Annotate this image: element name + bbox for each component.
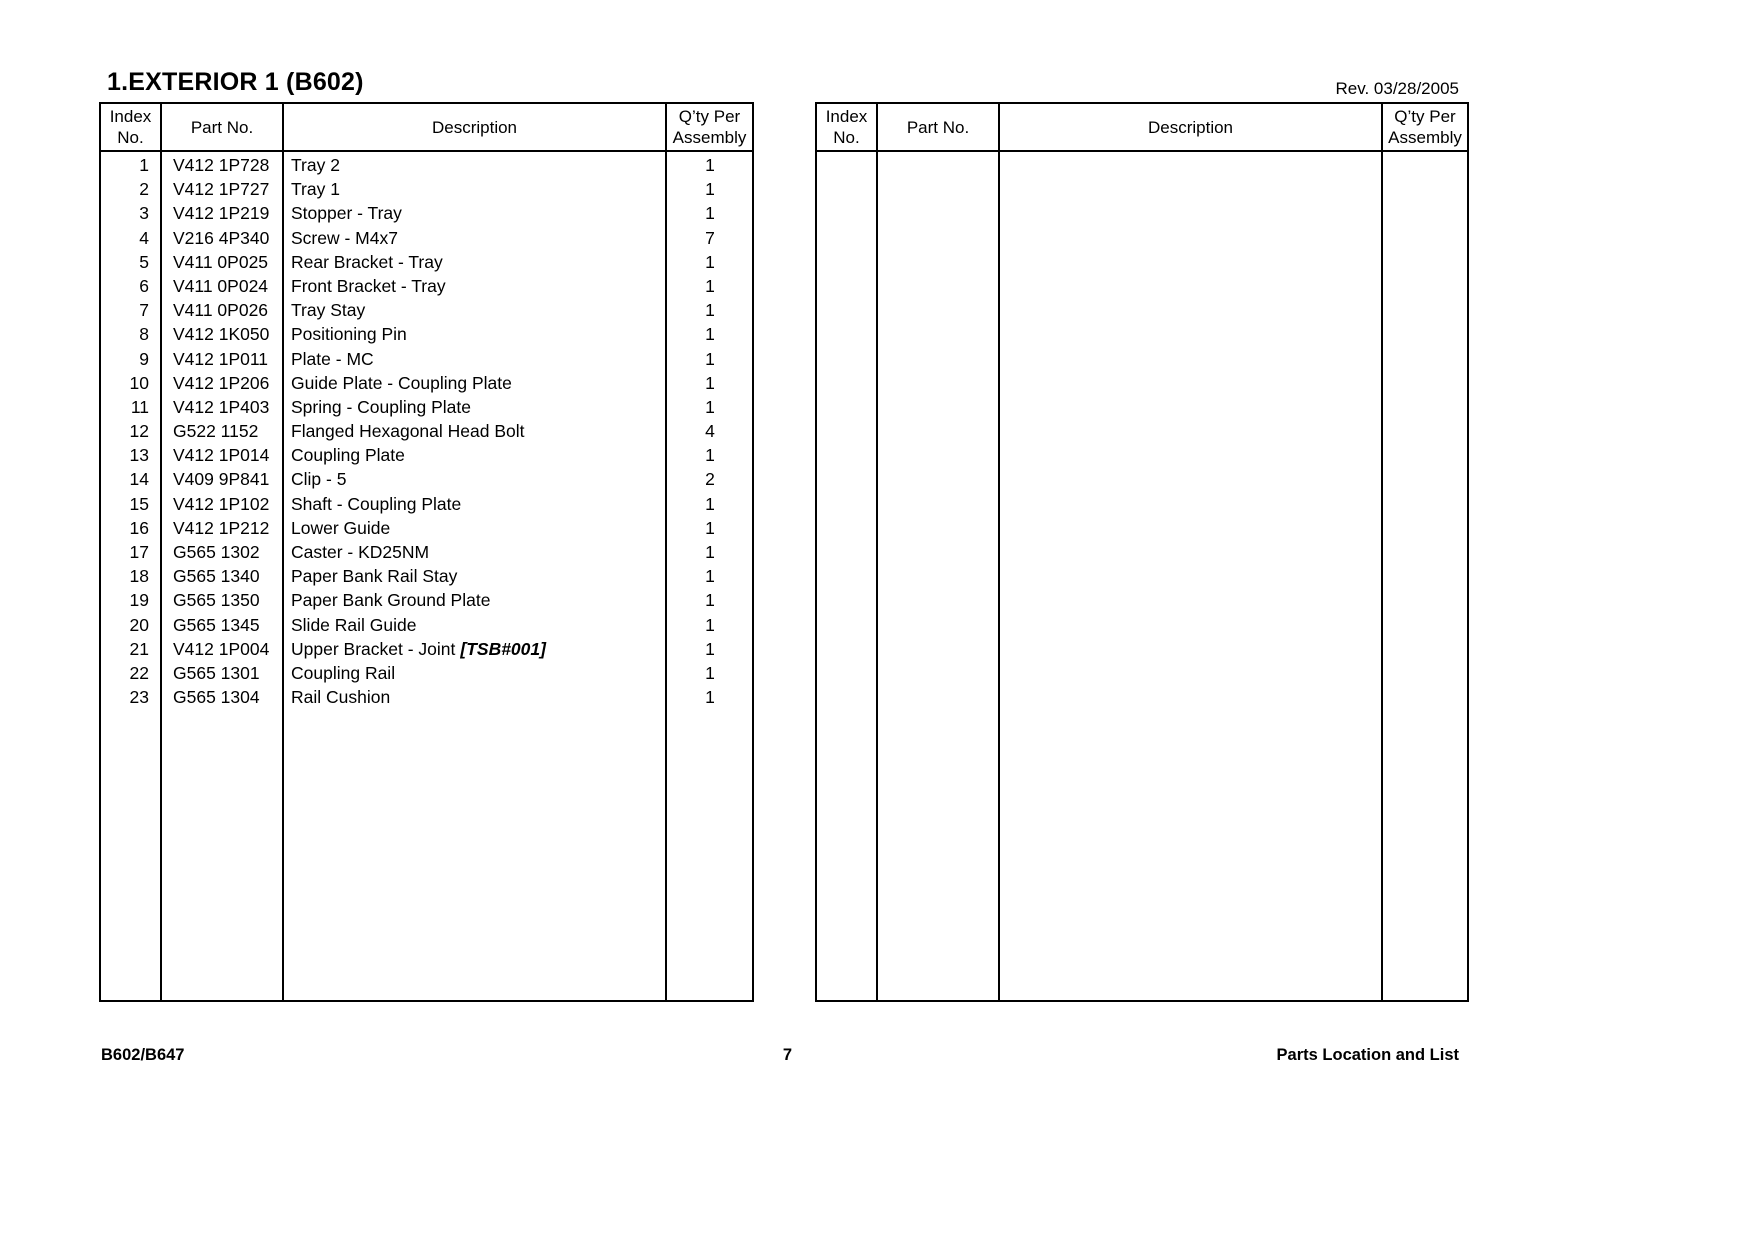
- footer-section: Parts Location and List: [1276, 1046, 1459, 1064]
- description-text: Tray 1: [291, 179, 340, 200]
- description-cell: [291, 397, 471, 418]
- description-text: Upper Bracket - Joint: [291, 638, 456, 659]
- table-row: [101, 250, 752, 274]
- description-text: Stopper - Tray: [291, 203, 402, 224]
- table-row: [101, 322, 752, 346]
- qty-cell: 1: [705, 638, 715, 659]
- index-cell: 7: [139, 300, 149, 321]
- qty-cell: 1: [705, 155, 715, 175]
- table-row: [101, 588, 752, 612]
- qty-cell: 1: [705, 566, 715, 587]
- index-cell: 6: [139, 275, 149, 296]
- index-cell: 10: [129, 372, 149, 393]
- parts-table-left: [99, 102, 754, 1002]
- page-title: 1.EXTERIOR 1 (B602): [107, 68, 364, 96]
- description-text: Plate - MC: [291, 348, 374, 369]
- column-header-part-no: Part No.: [906, 117, 970, 137]
- description-cell: [291, 445, 405, 466]
- qty-cell: 1: [705, 493, 715, 514]
- description-text: Coupling Rail: [291, 662, 396, 683]
- table-row: [101, 298, 752, 322]
- index-cell: 19: [129, 590, 149, 611]
- qty-cell: 1: [705, 542, 715, 562]
- column-header-index: Index No.: [109, 107, 152, 147]
- description-text: Spring - Coupling Plate: [291, 396, 471, 417]
- description-cell: [291, 300, 365, 321]
- index-cell: 3: [139, 203, 149, 224]
- description-cell: [291, 228, 398, 249]
- table-row: [101, 685, 752, 709]
- qty-cell: 1: [705, 300, 715, 321]
- qty-cell: 1: [705, 590, 715, 611]
- part-number-cell: V412 1P219: [173, 203, 270, 224]
- table-row: [101, 492, 752, 516]
- description-cell: [291, 542, 429, 563]
- table-body: [101, 153, 752, 709]
- qty-cell: 4: [705, 421, 715, 442]
- description-cell: [291, 615, 416, 636]
- index-cell: 12: [129, 421, 149, 442]
- description-cell: [291, 687, 390, 708]
- part-number-cell: G565 1345: [173, 614, 260, 635]
- column-header-description: Description: [1147, 117, 1234, 137]
- qty-cell: 1: [705, 396, 715, 417]
- table-row: [101, 226, 752, 250]
- description-cell: [291, 566, 457, 587]
- revision-date: Rev. 03/28/2005: [1335, 79, 1459, 98]
- index-cell: 21: [129, 638, 149, 659]
- description-cell: [291, 276, 446, 297]
- part-number-cell: G565 1304: [173, 687, 260, 708]
- column-divider: [1381, 104, 1383, 1000]
- description-text: Rail Cushion: [291, 687, 391, 708]
- description-text: Paper Bank Rail Stay: [291, 566, 458, 587]
- table-row: [101, 419, 752, 443]
- column-header-qty: Q’ty Per Assembly: [1388, 107, 1462, 147]
- part-number-cell: V412 1P728: [173, 155, 270, 175]
- qty-cell: 1: [705, 324, 715, 345]
- description-text: Guide Plate - Coupling Plate: [291, 372, 512, 393]
- table-row: [101, 564, 752, 588]
- part-number-cell: V411 0P025: [173, 251, 269, 272]
- table-header: [101, 104, 752, 152]
- column-divider: [876, 104, 878, 1000]
- description-text: Positioning Pin: [291, 324, 407, 345]
- qty-cell: 1: [705, 662, 715, 683]
- index-cell: 8: [139, 324, 149, 345]
- description-cell: [291, 155, 340, 176]
- table-row: [101, 540, 752, 564]
- index-cell: 18: [129, 566, 149, 587]
- parts-table-right: [815, 102, 1469, 1002]
- qty-cell: 2: [705, 469, 715, 490]
- description-cell: [291, 203, 402, 224]
- qty-cell: 1: [705, 445, 715, 466]
- part-number-cell: V412 1P014: [173, 445, 270, 466]
- table-row: [101, 177, 752, 201]
- index-cell: 16: [129, 517, 149, 538]
- description-text: Tray 2: [291, 155, 340, 175]
- description-text: Lower Guide: [291, 517, 391, 538]
- qty-cell: 1: [705, 251, 715, 272]
- description-text: Rear Bracket - Tray: [291, 251, 443, 272]
- column-divider: [998, 104, 1000, 1000]
- description-cell: [291, 324, 407, 345]
- table-row: [101, 613, 752, 637]
- index-cell: 14: [129, 469, 149, 490]
- description-text: Slide Rail Guide: [291, 614, 417, 635]
- part-number-cell: G565 1350: [173, 590, 260, 611]
- description-cell: [291, 494, 461, 515]
- part-number-cell: V412 1P102: [173, 493, 270, 514]
- description-cell: [291, 639, 546, 660]
- description-text: Clip - 5: [291, 469, 347, 490]
- description-text: Tray Stay: [291, 300, 366, 321]
- index-cell: 15: [129, 493, 149, 514]
- part-number-cell: G565 1340: [173, 566, 260, 587]
- table-row: [101, 516, 752, 540]
- description-cell: [291, 349, 374, 370]
- description-cell: [291, 518, 390, 539]
- table-row: [101, 661, 752, 685]
- qty-cell: 1: [705, 203, 715, 224]
- index-cell: 17: [129, 542, 149, 562]
- index-cell: 11: [130, 396, 149, 417]
- column-header-description: Description: [431, 117, 518, 137]
- footer-model: B602/B647: [101, 1046, 185, 1064]
- table-row: [101, 637, 752, 661]
- part-number-cell: V412 1P004: [173, 638, 270, 659]
- description-cell: [291, 663, 395, 684]
- part-number-cell: V412 1P011: [173, 348, 269, 369]
- column-header-index: Index No.: [825, 107, 868, 147]
- index-cell: 23: [129, 687, 149, 708]
- qty-cell: 1: [705, 275, 715, 296]
- index-cell: 5: [139, 251, 149, 272]
- description-text: Front Bracket - Tray: [291, 275, 446, 296]
- description-text: Coupling Plate: [291, 445, 405, 466]
- part-number-cell: V412 1K050: [173, 324, 270, 345]
- column-header-qty: Q’ty Per Assembly: [672, 107, 747, 147]
- table-header: [817, 104, 1467, 152]
- qty-cell: 1: [705, 179, 715, 200]
- description-text: Caster - KD25NM: [291, 542, 430, 562]
- index-cell: 22: [129, 662, 149, 683]
- qty-cell: 1: [705, 372, 715, 393]
- qty-cell: 1: [705, 614, 715, 635]
- part-number-cell: G522 1152: [173, 421, 259, 442]
- part-number-cell: V411 0P024: [173, 275, 269, 296]
- description-text: Screw - M4x7: [291, 227, 398, 248]
- column-header-part-no: Part No.: [190, 117, 254, 137]
- index-cell: 13: [129, 445, 149, 466]
- description-text: Shaft - Coupling Plate: [291, 493, 462, 514]
- qty-cell: 7: [705, 227, 715, 248]
- index-cell: 9: [139, 348, 149, 369]
- table-row: [101, 395, 752, 419]
- description-cell: [291, 469, 346, 490]
- part-number-cell: G565 1301: [173, 662, 260, 683]
- index-cell: 2: [139, 179, 149, 200]
- table-row: [101, 201, 752, 225]
- description-cell: [291, 421, 525, 442]
- table-row: [101, 153, 752, 177]
- part-number-cell: V412 1P403: [173, 396, 270, 417]
- index-cell: 4: [139, 227, 149, 248]
- index-cell: 20: [129, 614, 149, 635]
- tsb-note: [TSB#001]: [460, 638, 546, 659]
- description-text: Paper Bank Ground Plate: [291, 590, 491, 611]
- part-number-cell: V412 1P212: [173, 517, 270, 538]
- part-number-cell: V409 9P841: [173, 469, 270, 490]
- table-row: [101, 467, 752, 491]
- index-cell: 1: [139, 155, 149, 175]
- table-row: [101, 347, 752, 371]
- description-cell: [291, 373, 512, 394]
- table-row: [101, 274, 752, 298]
- footer-page-number: 7: [782, 1046, 793, 1064]
- qty-cell: 1: [705, 687, 715, 708]
- description-cell: [291, 252, 443, 273]
- qty-cell: 1: [705, 348, 715, 369]
- part-number-cell: V411 0P026: [173, 300, 269, 321]
- qty-cell: 1: [705, 517, 715, 538]
- table-row: [101, 371, 752, 395]
- description-text: Flanged Hexagonal Head Bolt: [291, 421, 525, 442]
- table-row: [101, 443, 752, 467]
- part-number-cell: G565 1302: [173, 542, 260, 562]
- part-number-cell: V412 1P727: [173, 179, 270, 200]
- description-cell: [291, 590, 490, 611]
- part-number-cell: V412 1P206: [173, 372, 270, 393]
- part-number-cell: V216 4P340: [173, 227, 270, 248]
- description-cell: [291, 179, 340, 200]
